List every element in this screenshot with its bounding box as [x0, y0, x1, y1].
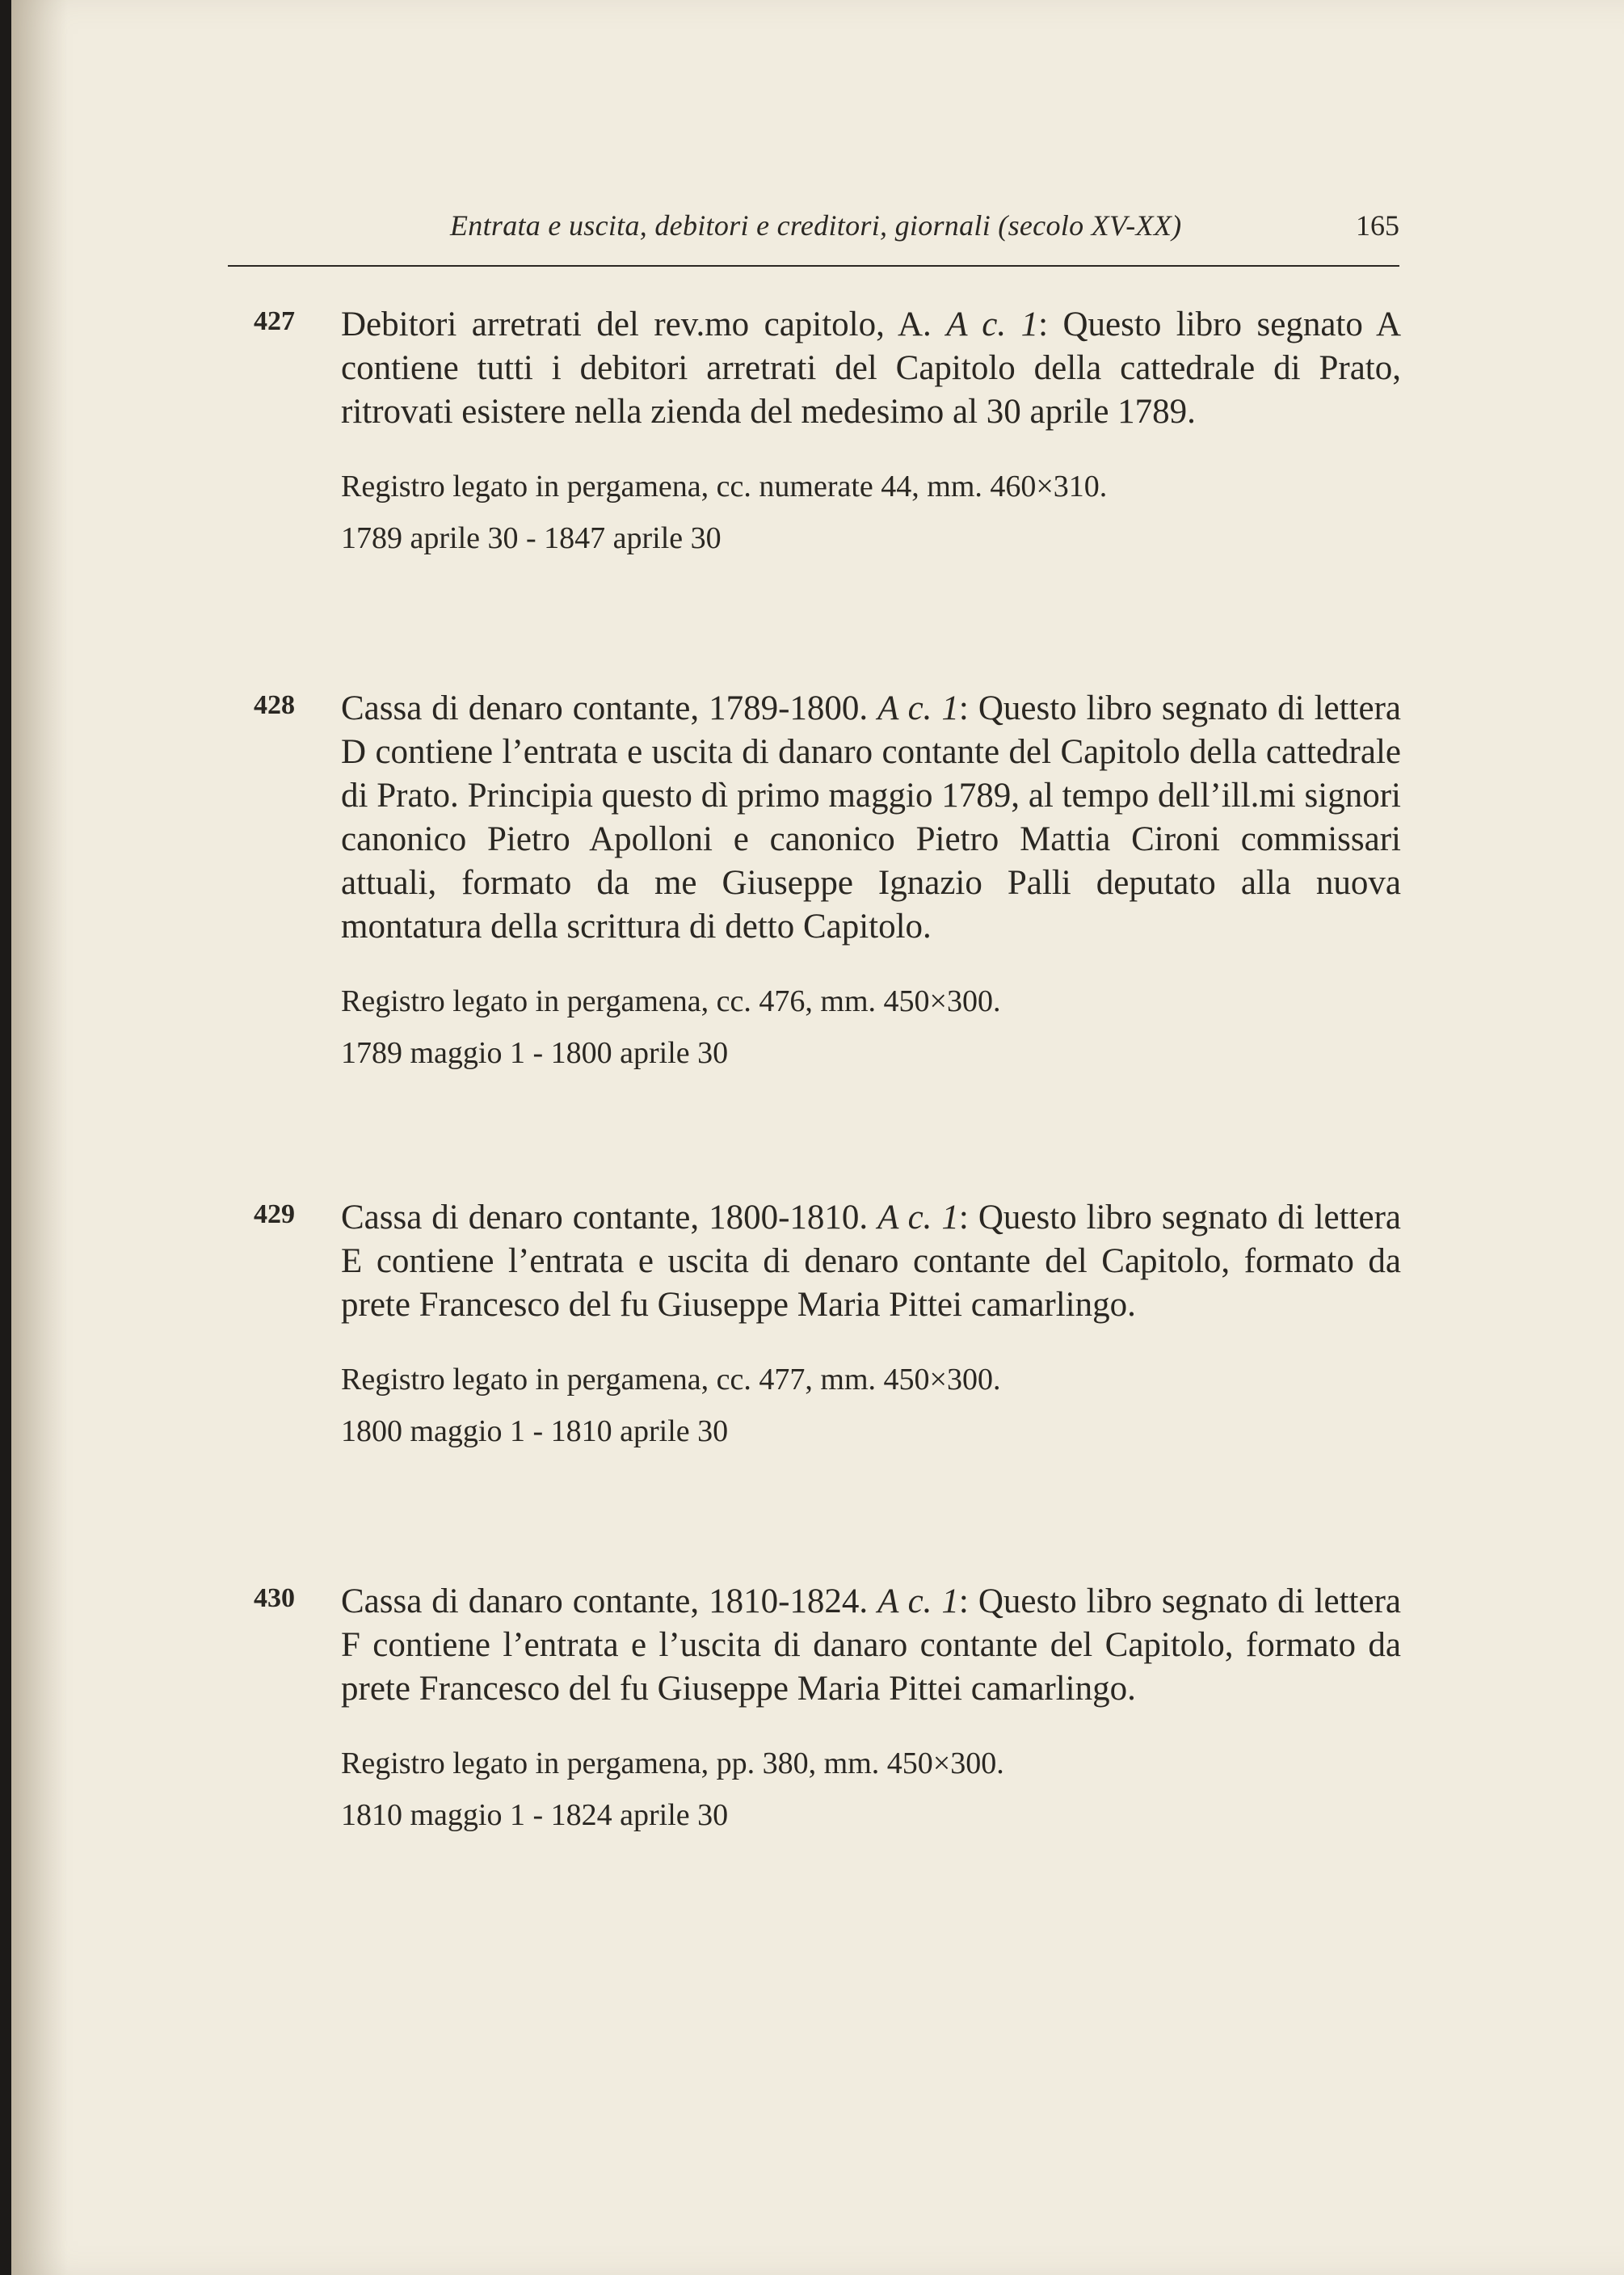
entry-ref: A c. 1 [877, 689, 959, 727]
page-number: 165 [1356, 209, 1399, 242]
entry-dates: 1789 aprile 30 - 1847 aprile 30 [341, 521, 722, 555]
entry-number: 427 [254, 306, 295, 336]
entry-content: : Questo libro segnato A contiene tutti i debitori arretrati del Capitolo della cattedrale di Prato, ritrovati esistere nella zienda del medesimo al 30 aprile 1789. [341, 305, 1402, 431]
running-title: Entrata e uscita, debitori e creditori, giornali (secolo XV-XX) [450, 209, 1182, 242]
entry-ref: A c. 1 [877, 1582, 959, 1620]
entry-text [341, 303, 1401, 434]
entry-title: Cassa di denaro contante, 1789-1800. [341, 689, 878, 727]
book-page [11, 0, 1624, 2275]
entry-number: 429 [254, 1199, 295, 1229]
entry-dates: 1800 maggio 1 - 1810 aprile 30 [341, 1414, 729, 1448]
entry-content: : Questo libro segnato di lettera E contiene l’entrata e uscita di denaro contante del Capitolo, formato da prete Francesco del fu Giuseppe Maria Pittei camarlingo. [341, 1199, 1401, 1324]
entry-dates: 1810 maggio 1 - 1824 aprile 30 [341, 1798, 729, 1832]
entry-body [341, 1196, 1401, 1451]
entry-body [341, 303, 1401, 558]
entry-ref: A c. 1 [946, 305, 1039, 343]
entry-text [341, 687, 1401, 949]
entry-text [341, 1196, 1401, 1327]
entry-dates: 1789 maggio 1 - 1800 aprile 30 [341, 1036, 729, 1070]
entry-content: : Questo libro segnato di lettera F contiene l’entrata e l’uscita di danaro contante del Capitolo, formato da prete Francesco del fu Giuseppe Maria Pittei camarlingo. [341, 1582, 1401, 1708]
entry-description: Registro legato in pergamena, cc. numerate 44, mm. 460×310. [341, 470, 1108, 503]
entry-description: Registro legato in pergamena, cc. 477, mm. 450×300. [341, 1363, 1001, 1397]
entry-description: Registro legato in pergamena, pp. 380, mm. 450×300. [341, 1746, 1004, 1780]
entry-number: 430 [254, 1583, 295, 1613]
entry-body [341, 1580, 1401, 1835]
entry-description: Registro legato in pergamena, cc. 476, mm. 450×300. [341, 984, 1001, 1018]
entry-ref: A c. 1 [877, 1199, 959, 1237]
entry-text [341, 1580, 1401, 1711]
entry-title: Cassa di denaro contante, 1800-1810. [341, 1199, 878, 1237]
entry-body [341, 687, 1401, 1073]
entry-title: Debitori arretrati del rev.mo capitolo, A. [341, 305, 947, 343]
entry-title: Cassa di danaro contante, 1810-1824. [341, 1582, 878, 1620]
entry-number: 428 [254, 690, 295, 720]
binding-shadow [11, 0, 68, 2275]
entry-content: : Questo libro segnato di lettera D contiene l’entrata e uscita di danaro contante del Capitolo della cattedrale di Prato. Principia questo dì primo maggio 1789, al tempo dell’ill.mi signori canonico Pietro Apolloni e canonico Pietro Mattia Cironi commissari attuali, formato da me Giuseppe Ignazio Palli deputato alla nuova montatura della scrittura di detto Capitolo. [341, 689, 1401, 946]
running-head [228, 209, 1399, 267]
